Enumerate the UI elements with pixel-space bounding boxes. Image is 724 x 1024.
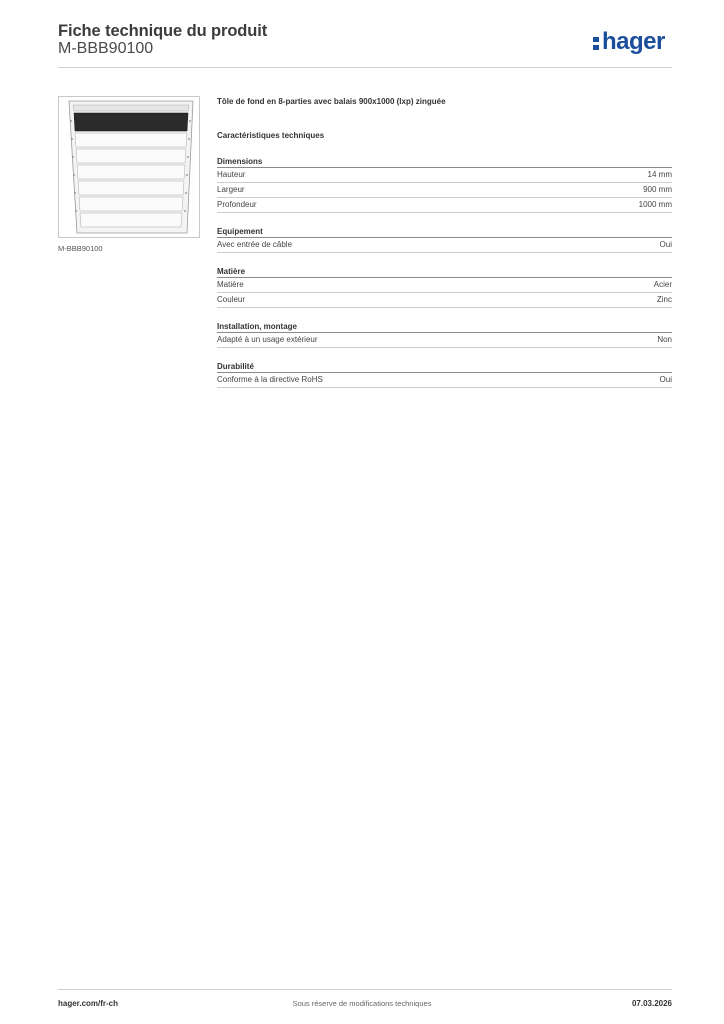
spec-section-durabilite (217, 361, 672, 388)
logo-dots-icon (593, 32, 600, 52)
hager-logo (593, 28, 665, 56)
logo-text: hager (602, 28, 665, 55)
spec-label: Profondeur (217, 200, 257, 209)
tech-heading: Caractéristiques techniques (217, 131, 325, 140)
footer-date: 07.03.2026 (631, 999, 672, 1008)
product-description: Tôle de fond en 8-parties avec balais 900x1000 (lxp) zinguée (217, 97, 446, 106)
spec-value: 1000 mm (638, 200, 672, 209)
spec-label: Matière (217, 280, 244, 289)
spec-value: Oui (659, 375, 672, 384)
spec-section-matiere (217, 266, 672, 308)
section-title: Durabilité (217, 361, 672, 373)
spec-value: Non (657, 335, 672, 344)
spec-row (217, 373, 672, 388)
footer-website-link[interactable]: hager.com/fr-ch (58, 999, 119, 1008)
spec-section-dimensions (217, 156, 672, 213)
spec-row (217, 183, 672, 198)
spec-label: Conforme à la directive RoHS (217, 375, 323, 384)
spec-row (217, 238, 672, 253)
spec-row (217, 278, 672, 293)
spec-row (217, 333, 672, 348)
footer-divider (58, 989, 672, 990)
footer-notice: Sous réserve de modifications techniques (292, 999, 432, 1008)
spec-value: 14 mm (647, 170, 672, 179)
spec-label: Adapté à un usage extérieur (217, 335, 318, 344)
spec-value: Acier (653, 280, 672, 289)
image-caption: M-BBB90100 (58, 244, 103, 253)
spec-row (217, 293, 672, 308)
spec-value: Zinc (656, 295, 672, 304)
spec-section-installation (217, 321, 672, 348)
spec-label: Avec entrée de câble (217, 240, 293, 249)
spec-label: Couleur (217, 295, 246, 304)
spec-value: Oui (659, 240, 672, 249)
section-title: Dimensions (217, 156, 672, 168)
section-title: Equipement (217, 226, 672, 238)
spec-section-equipement (217, 226, 672, 253)
section-title: Matière (217, 266, 672, 278)
product-image (58, 96, 200, 238)
spec-value: 900 mm (643, 185, 672, 194)
header-divider (58, 67, 672, 68)
spec-row (217, 198, 672, 213)
spec-label: Largeur (217, 185, 245, 194)
spec-content (217, 96, 672, 388)
page-title: Fiche technique du produit (58, 22, 268, 40)
product-reference: M-BBB90100 (58, 40, 154, 57)
spec-row (217, 168, 672, 183)
section-title: Installation, montage (217, 321, 672, 333)
back-plate-illustration (59, 97, 199, 237)
spec-label: Hauteur (217, 170, 246, 179)
